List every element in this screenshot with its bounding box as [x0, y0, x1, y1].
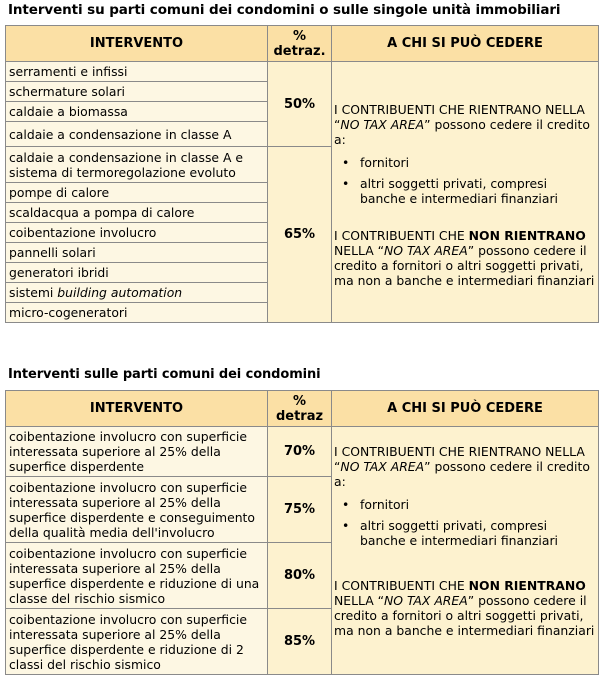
info-non-rientrano: I CONTRIBUENTI CHE NON RIENTRANO NELLA “NO TAX AREA” possono cedere il credito a fornitori o altri soggetti privati, ma non a banche e intermediari finanziari — [334, 578, 595, 638]
intervento-biomassa: caldaie a biomassa — [6, 102, 268, 122]
table-interventi-condomini — [5, 390, 599, 675]
header-detrazione-percent: % — [292, 28, 307, 44]
table-interventi-singole-unita — [5, 25, 599, 323]
header-detrazione-percent: % — [292, 393, 307, 409]
intervento-schermature: schermature solari — [6, 82, 268, 102]
intervento-coibentazione-75: coibentazione involucro con superficie interessata superiore al 25% della superfice disperdente e conseguimento della qualità media dell'involucro — [6, 477, 268, 543]
percent-75: 75% — [268, 477, 332, 543]
header-chi-puo-cedere: A CHI SI PUÒ CEDERE — [332, 26, 599, 62]
intervento-serramenti: serramenti e infissi — [6, 62, 268, 82]
table-header-row — [6, 26, 599, 62]
intervento-scaldacqua: scaldacqua a pompa di calore — [6, 203, 268, 223]
intervento-condensazione: caldaie a condensazione in classe A — [6, 122, 268, 147]
intervento-coibentazione-80: coibentazione involucro con superficie interessata superiore al 25% della superfice disperdente e riduzione di una classe del rischio sismico — [6, 543, 268, 609]
info-non-rientrano: I CONTRIBUENTI CHE NON RIENTRANO NELLA “NO TAX AREA” possono cedere il credito a fornitori o altri soggetti privati, ma non a banche e intermediari finanziari — [334, 228, 595, 288]
beneficiari-list — [334, 497, 596, 548]
table-row — [6, 427, 599, 477]
cessione-info-2 — [332, 427, 599, 675]
percent-80: 80% — [268, 543, 332, 609]
header-detrazione-label: detraz. — [273, 43, 326, 59]
list-item: • altri soggetti privati, compresi banche e intermediari finanziari — [360, 518, 596, 548]
header-chi-puo-cedere: A CHI SI PUÒ CEDERE — [332, 391, 599, 427]
table-header-row — [6, 391, 599, 427]
header-detrazione — [268, 26, 332, 62]
header-detrazione — [268, 391, 332, 427]
intervento-pompe-calore: pompe di calore — [6, 183, 268, 203]
intervento-coibentazione-85: coibentazione involucro con superficie interessata superiore al 25% della superfice disperdente e riduzione di 2 classi del rischio sismico — [6, 609, 268, 675]
list-item: • altri soggetti privati, compresi banche e intermediari finanziari — [360, 176, 596, 206]
cessione-info-1 — [332, 62, 599, 323]
intervento-building-automation: sistemi building automation — [6, 283, 268, 303]
intervento-generatori-ibridi: generatori ibridi — [6, 263, 268, 283]
intervento-coibentazione-70: coibentazione involucro con superficie interessata superiore al 25% della superfice disperdente — [6, 427, 268, 477]
spacer — [334, 427, 596, 444]
section1-title: Interventi su parti comuni dei condomini o sulle singole unità immobiliari — [8, 2, 561, 18]
percent-85: 85% — [268, 609, 332, 675]
info-rientrano: I CONTRIBUENTI CHE RIENTRANO NELLA “NO TAX AREA” possono cedere il credito a: — [334, 102, 590, 147]
intervento-pannelli-solari: pannelli solari — [6, 243, 268, 263]
percent-70: 70% — [268, 427, 332, 477]
percent-65: 65% — [268, 147, 332, 323]
intervento-micro-cogeneratori: micro-cogeneratori — [6, 303, 268, 323]
header-intervento: INTERVENTO — [6, 391, 268, 427]
beneficiari-list — [334, 155, 596, 206]
header-intervento: INTERVENTO — [6, 26, 268, 62]
header-detrazione-label: detraz — [275, 408, 324, 424]
table-row — [6, 62, 599, 82]
percent-50: 50% — [268, 62, 332, 147]
spacer — [334, 212, 596, 228]
list-item: • fornitori — [360, 155, 596, 170]
intervento-coibentazione: coibentazione involucro — [6, 223, 268, 243]
intervento-condensazione-termoregolazione: caldaie a condensazione in classe A e sistema di termoregolazione evoluto — [6, 147, 268, 183]
spacer — [334, 554, 596, 578]
list-item: • fornitori — [360, 497, 596, 512]
info-rientrano: I CONTRIBUENTI CHE RIENTRANO NELLA “NO TAX AREA” possono cedere il credito a: — [334, 444, 590, 489]
section2-title: Interventi sulle parti comuni dei condomini — [8, 367, 321, 382]
spacer — [334, 62, 596, 102]
